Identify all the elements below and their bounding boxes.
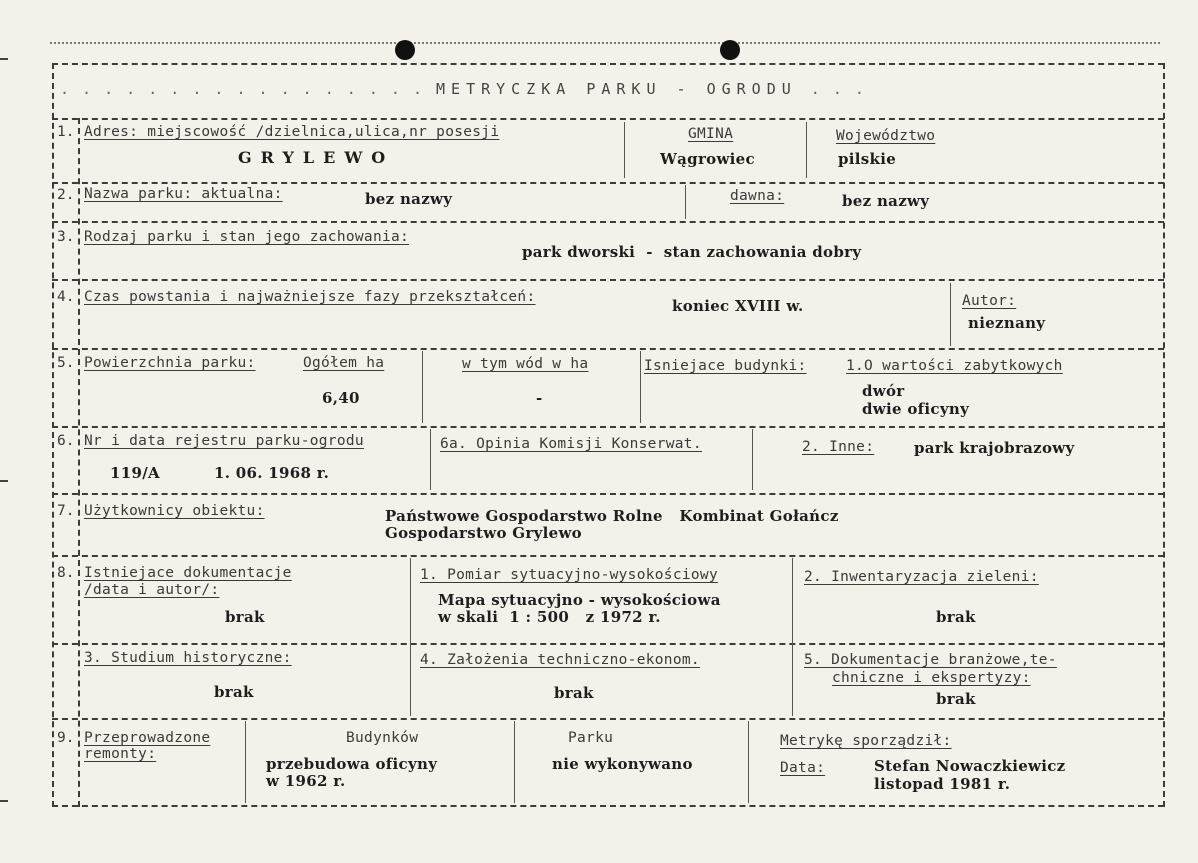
row-number: 2. xyxy=(57,187,75,203)
greenery-value: brak xyxy=(936,608,976,626)
history-phases-value: koniec XVIII w. xyxy=(672,297,804,315)
row-number: 8. xyxy=(57,565,75,581)
repairs-label-2: remonty: xyxy=(84,746,157,762)
buildings-sub-label: 1.O wartości zabytkowych xyxy=(846,358,1063,374)
users-value-2: Gospodarstwo Grylewo xyxy=(385,524,582,542)
row-number: 1. xyxy=(57,124,75,140)
register-label: Nr i data rejestru parku-ogrodu xyxy=(84,433,364,449)
area-label: Powierzchnia parku: xyxy=(84,355,256,371)
gmina-label: GMINA xyxy=(688,126,734,142)
buildings-repairs-label: Budynków xyxy=(346,730,419,746)
repairs-label-1: Przeprowadzone xyxy=(84,730,211,746)
register-date: 1. 06. 1968 r. xyxy=(214,464,330,482)
register-number: 119/A xyxy=(110,464,160,482)
author-value: nieznany xyxy=(968,314,1046,332)
form-title: . . . . . . . . . . . . . . . . . METRYCZKA PARKU - OGRODU . . . xyxy=(60,80,866,98)
punch-hole-right xyxy=(720,40,740,60)
row-number: 4. xyxy=(57,289,75,305)
users-label: Użytkownicy obiektu: xyxy=(84,503,265,519)
greenery-label: 2. Inwentaryzacja zieleni: xyxy=(804,569,1039,585)
opinion-label: 6a. Opinia Komisji Konserwat. xyxy=(440,436,702,452)
current-name-label: Nazwa parku: aktualna: xyxy=(84,186,283,202)
users-value-1: Państwowe Gospodarstwo Rolne Kombinat Gołańcz xyxy=(385,507,839,525)
park-type-value: park dworski - stan zachowania dobry xyxy=(522,243,862,261)
author-label: Autor: xyxy=(962,293,1017,309)
tech-econ-value: brak xyxy=(554,684,594,702)
buildings-value-2: dwie oficyny xyxy=(862,400,970,418)
docs-label-1: Istniejace dokumentacje xyxy=(84,565,292,581)
survey-value-1: Mapa sytuacyjno - wysokościowa xyxy=(438,591,721,609)
row-number: 3. xyxy=(57,229,75,245)
history-phases-label: Czas powstania i najważniejsze fazy przekształceń: xyxy=(84,289,536,305)
current-name-value: bez nazwy xyxy=(365,190,453,208)
row-number: 9. xyxy=(57,730,75,746)
buildings-repairs-value-1: przebudowa oficyny xyxy=(266,755,438,773)
date-value: listopad 1981 r. xyxy=(874,775,1011,793)
buildings-repairs-value-2: w 1962 r. xyxy=(266,772,346,790)
prepared-by-value: Stefan Nowaczkiewicz xyxy=(874,757,1066,775)
other-label: 2. Inne: xyxy=(802,439,875,455)
edge-mark xyxy=(0,480,8,482)
perforation-line xyxy=(50,42,1160,44)
docs-label-2: /data i autor/: xyxy=(84,582,220,598)
survey-value-2: w skali 1 : 500 z 1972 r. xyxy=(438,608,661,626)
total-area-value: 6,40 xyxy=(322,389,360,407)
water-area-label: w tym wód w ha xyxy=(462,356,589,372)
gmina-value: Wągrowiec xyxy=(660,150,755,168)
row-number: 7. xyxy=(57,503,75,519)
history-study-value: brak xyxy=(214,683,254,701)
water-area-value: - xyxy=(536,389,543,407)
former-name-label: dawna: xyxy=(730,188,785,204)
row-number: 5. xyxy=(57,355,75,371)
wojewodztwo-label: Województwo xyxy=(836,128,936,144)
address-value: GRYLEWO xyxy=(238,148,395,167)
edge-mark xyxy=(0,800,8,802)
branch-docs-label-1: 5. Dokumentacje branżowe,te- xyxy=(804,652,1057,668)
park-repairs-label: Parku xyxy=(568,730,614,746)
docs-value: brak xyxy=(225,608,265,626)
row-number: 6. xyxy=(57,433,75,449)
total-area-label: Ogółem ha xyxy=(303,355,385,371)
punch-hole-left xyxy=(395,40,415,60)
park-type-label: Rodzaj parku i stan jego zachowania: xyxy=(84,229,410,245)
edge-mark xyxy=(0,58,8,60)
tech-econ-label: 4. Założenia techniczno-ekonom. xyxy=(420,652,700,668)
branch-docs-value: brak xyxy=(936,690,976,708)
wojewodztwo-value: pilskie xyxy=(838,150,897,168)
date-label: Data: xyxy=(780,760,826,776)
park-repairs-value: nie wykonywano xyxy=(552,755,693,773)
former-name-value: bez nazwy xyxy=(842,192,930,210)
survey-label: 1. Pomiar sytuacyjno-wysokościowy xyxy=(420,567,718,583)
prepared-by-label: Metrykę sporządził: xyxy=(780,733,952,749)
buildings-value-1: dwór xyxy=(862,382,905,400)
history-study-label: 3. Studium historyczne: xyxy=(84,650,292,666)
branch-docs-label-2: chniczne i ekspertyzy: xyxy=(832,670,1031,686)
address-label: Adres: miejscowość /dzielnica,ulica,nr posesji xyxy=(84,124,500,140)
buildings-label: Isniejace budynki: xyxy=(644,358,807,374)
other-value: park krajobrazowy xyxy=(914,439,1075,457)
